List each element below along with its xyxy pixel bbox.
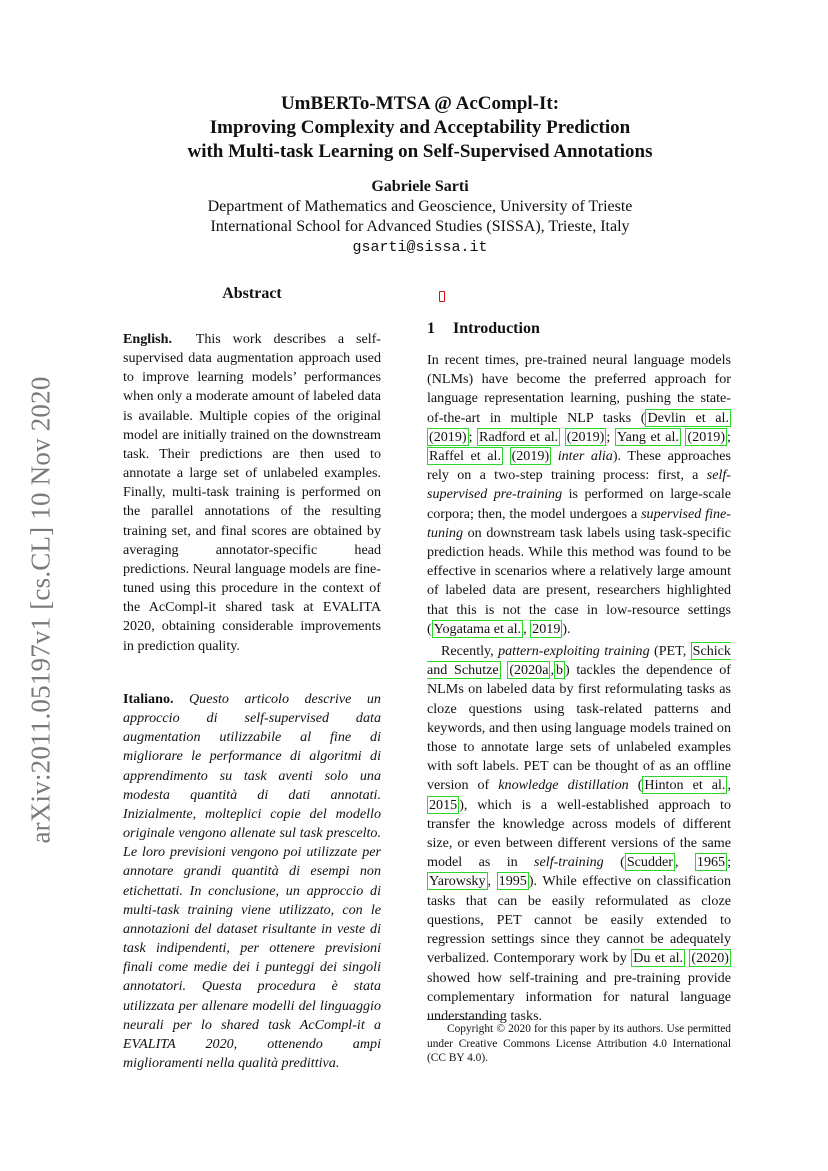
introduction-body bbox=[427, 351, 731, 1026]
italian-lead: Italiano. bbox=[123, 691, 174, 707]
copyright-footnote bbox=[427, 1022, 731, 1066]
citation-link[interactable]: Scudder bbox=[626, 854, 673, 871]
author-block bbox=[120, 176, 720, 258]
citation-link[interactable]: 2015 bbox=[429, 796, 458, 813]
english-lead: English. bbox=[123, 331, 172, 347]
paper-title bbox=[120, 92, 720, 164]
author-email[interactable]: gsarti@sissa.it bbox=[352, 239, 488, 256]
section-number: 1 bbox=[427, 320, 435, 337]
intro-paragraph-1: In recent times, pre-trained neural language models (NLMs) have become the preferred approach for language representation learning, pushing the state-of-the-art in multiple NLP tasks ( Devlin et al. (2019) ; Radford et al. (2019) ; Yang et al. (2019) ; Raffel et al. (2019) inter alia). These approaches rely on a two-step training process: first, a self-supervised pre-training is performed on large-scale corpora; then, the model undergoes a supervised fine-tuning on downstream task labels using task-specific prediction heads. While this method was found to be effective in scenarios where a relatively large amount of labeled data are present, researchers highlighted that this is not the case in low-resource settings ( Yogatama et al. , 2019 ). bbox=[427, 352, 731, 637]
citation-link[interactable]: (2020) bbox=[691, 950, 729, 967]
citation-link[interactable]: (2020a bbox=[509, 662, 549, 679]
author-name: Gabriele Sarti bbox=[371, 178, 469, 195]
citation-link[interactable]: (2019) bbox=[566, 428, 605, 445]
title-line-1: UmBERTo-MTSA @ AcCompl-It: bbox=[280, 93, 560, 114]
citation-link[interactable]: Yarowsky bbox=[429, 873, 486, 890]
section-heading-introduction bbox=[427, 320, 540, 338]
italian-body: Questo articolo descrive un approccio di self-supervised data augmentation utilizzabile al fine di migliorare le performance di algoritmi di apprendimento su task aventi solo una modesta quantità di dati annotati. Inizialmente, molteplici copie del modello originale vengono allenate sul task prescelto. Le loro previsioni vengono poi utilizzate per annotare grandi quantità di esempi non etichettati. In conclusione, un approccio di multi-task training viene utilizzato, con le annotazioni del dataset risultante in veste di task indipendenti, per ottenere previsioni finali come medie dei i punteggi dei singoli annotatori. Questa procedura è stata utilizzata per allenare modelli del linguaggio neurali per lo shared task AcCompl-it a EVALITA 2020, ottenendo ampi miglioramenti nella qualità predittiva. bbox=[123, 691, 381, 1071]
citation-link[interactable]: Raffel et al. bbox=[429, 448, 501, 465]
citation-link[interactable]: Hinton et al. bbox=[644, 777, 726, 794]
footnote-rule bbox=[427, 1019, 505, 1020]
citation-link[interactable]: Schick and Schutze bbox=[427, 643, 731, 679]
citation-link[interactable]: Du et al. bbox=[633, 950, 684, 967]
citation-link[interactable]: (2019) bbox=[429, 428, 467, 445]
english-body: This work describes a self-supervised data augmentation approach used to improve learning models’ performances when only a moderate amount of labeled data is available. Multiple copies of the original model are initially trained on the downstream task. Their predictions are then used to annotate a large set of unlabeled examples. Finally, multi-task training is performed on the parallel annotations of the resulting training set, and final scores are obtained by averaging annotator-specific head predictions. Neural language models are fine-tuned using this procedure in the context of the AcCompl-it shared task at EVALITA 2020, obtaining considerable improvements in prediction quality. bbox=[123, 331, 382, 654]
citation-link[interactable]: 1965 bbox=[696, 854, 726, 871]
arxiv-identifier-text: arXiv:2011.05197v1 [cs.CL] 10 Nov 2020 bbox=[25, 376, 56, 844]
citation-link[interactable]: b bbox=[555, 662, 564, 679]
citation-link[interactable]: Devlin et al. bbox=[647, 409, 730, 426]
citation-link[interactable]: (2019) bbox=[687, 428, 726, 445]
citation-link[interactable]: Yogatama et al. bbox=[433, 620, 522, 637]
affiliation-2: International School for Advanced Studies (SISSA), Trieste, Italy bbox=[210, 218, 630, 235]
title-line-2: Improving Complexity and Acceptability Prediction bbox=[209, 117, 631, 138]
affiliation-1: Department of Mathematics and Geoscience, University of Trieste bbox=[207, 198, 633, 215]
abstract-italian bbox=[123, 690, 381, 1073]
footnote-text: Copyright © 2020 for this paper by its authors. Use permitted under Creative Commons License Attribution 4.0 International (CC BY 4.0). bbox=[427, 1023, 731, 1064]
citation-link[interactable]: 1995 bbox=[498, 873, 527, 890]
link-marker bbox=[439, 291, 445, 302]
title-line-3: with Multi-task Learning on Self-Supervised Annotations bbox=[187, 141, 653, 162]
citation-link[interactable]: (2019) bbox=[511, 448, 550, 465]
abstract-english bbox=[123, 330, 381, 656]
arxiv-identifier bbox=[14, 370, 68, 850]
citation-link[interactable]: Radford et al. bbox=[479, 428, 559, 445]
abstract-heading: Abstract bbox=[222, 285, 282, 302]
citation-link[interactable]: 2019 bbox=[532, 620, 561, 637]
intro-paragraph-2: Recently, pattern-exploiting training (PET, Schick and Schutze (2020a , b ) tackles the dependence of NLMs on labeled data by first reformulating tasks as cloze questions using task-related patterns and keywords, and then using language models trained on those to annotate large sets of unlabeled examples with soft labels. PET can be thought of as an offline version of knowledge distillation ( Hinton et al. , 2015 ), which is a well-established approach to transfer the knowledge across models of different size, or even between different versions of the same model as in self-training ( Scudder , 1965 ; Yarowsky , 1995 ). While effective on classification tasks that can be easily reformulated as cloze questions, PET cannot be easily extended to regression settings since they cannot be adequately verbalized. Contemporary work by Du et al. (2020) showed how self-training and pre-training provide complementary information for natural language understanding tasks. bbox=[427, 643, 732, 1024]
section-title: Introduction bbox=[453, 320, 540, 337]
citation-link[interactable]: Yang et al. bbox=[616, 428, 679, 445]
